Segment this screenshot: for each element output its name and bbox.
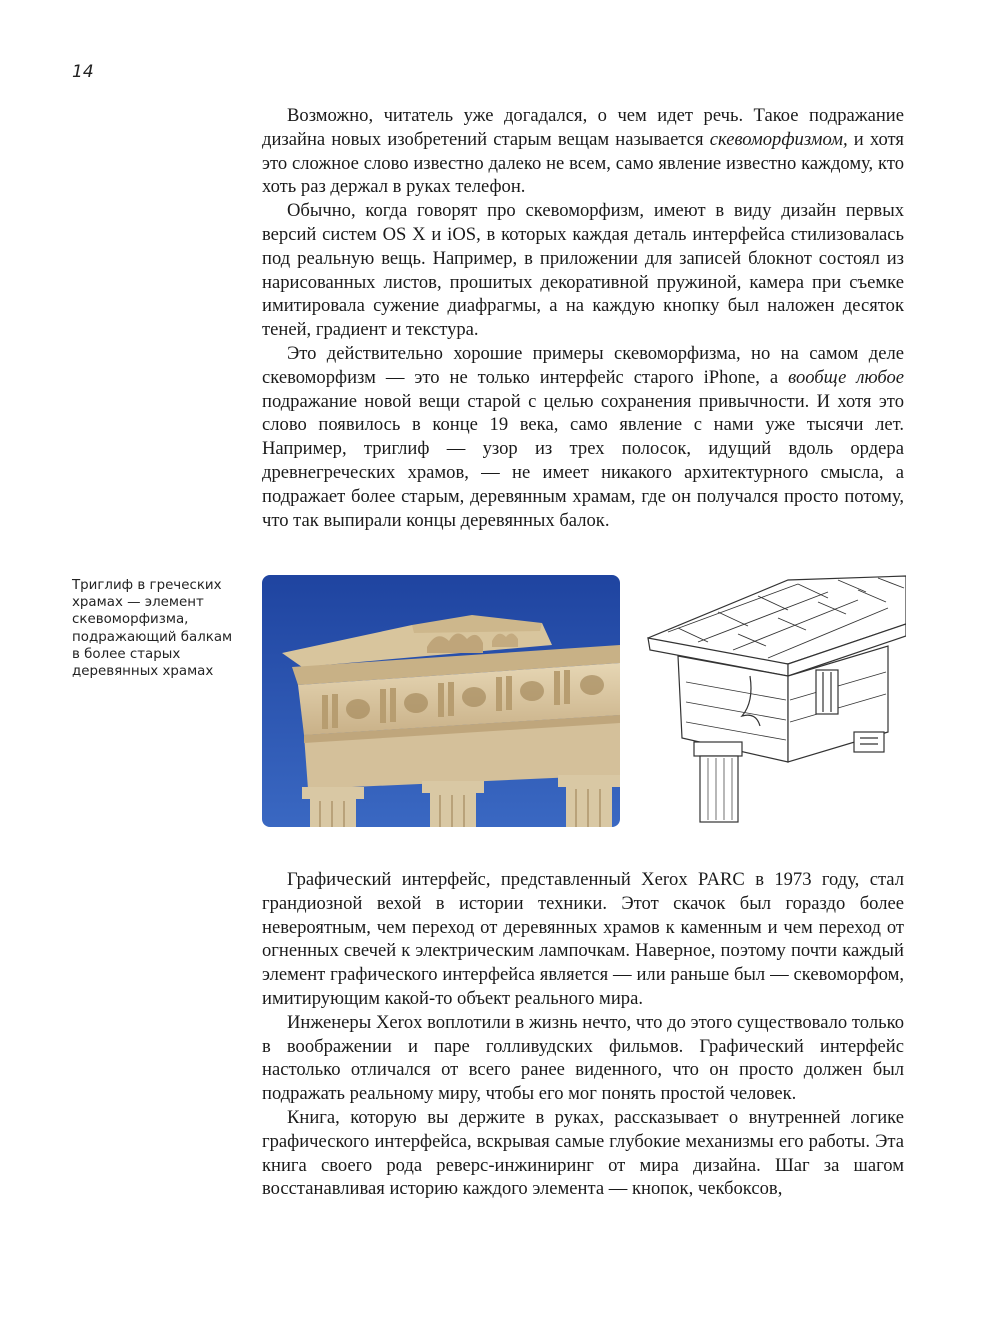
paragraph-text: и хотя это сложное слово известно далеко не всем, само явление известно каждому, кто хоть раз держал в руках телефон. [262,128,904,198]
top-text-block [262,104,904,532]
figure-caption: Триглиф в греческих храмах — элемент скевоморфизма, подражающий балкам в более старых деревянных храмах [72,578,233,680]
paragraph-text: Это действительно хорошие примеры скевоморфизма, но на самом деле скевоморфизм — это не только интерфейс старого iPhone, а [262,342,904,388]
page-number: 14 [72,62,94,82]
parthenon-photo [262,575,620,827]
paragraph [262,342,904,532]
bottom-text-block [262,868,904,1201]
paragraph-text: подражание новой вещи старой с целью сохранения привычности. И хотя это слово появилось в конце 19 века, само явление с нами уже тысячи лет. Например, триглиф — узор из трех полосок, идущий вдоль ордера древнегреческих храмов, — не имеет никакого архитектурного смысла, а подражает более старым, деревянным храмам, где он получался просто потому, что так выпирали концы деревянных балок. [262,390,904,531]
paragraph: Книга, которую вы держите в руках, рассказывает о внутренней логике графического интерфейса, вскрывая самые глубокие механизмы его работы. Эта книга своего рода реверс-инжиниринг от мира дизайна. Шаг за шагом восстанавливая историю каждого элемента — кнопок, чекбоксов, [262,1106,904,1200]
paragraph-text: Возможно, читатель уже догадался, о чем идет речь. Такое подражание дизайна новых изобретений старым вещам называется [262,105,904,150]
paragraph: Обычно, когда говорят про скевоморфизм, имеют в виду дизайн первых версий систем OS X и iOS, в которых каждая деталь интерфейса стилизовалась под реальную вещь. Например, в приложении для записей блокнот состоял из нарисованных листов, прошитых декоративной пружиной, камера при съемке имитировала сужение диафрагмы, а на каждую кнопку был наложен десяток теней, градиент и текстура. [262,200,904,341]
emphasis-term: вообще любое [788,366,904,388]
paragraph: Графический интерфейс, представленный Xerox PARC в 1973 году, стал грандиозной вехой в истории техники. Этот скачок был гораздо более невероятным, чем переход от деревянных храмов к каменным и чем переход от огненных свечей к электрическим лампочкам. Наверное, поэтому почти каждый элемент графического интерфейса является — или раньше был — скевоморфом, имитирующим какой-то объект реального мира. [262,869,904,1009]
paragraph: Инженеры Xerox воплотили в жизнь нечто, что до этого существовало только в воображении и паре голливудских фильмов. Графический интерфейс настолько отличался от всего ранее виденного, что он просто должен был подражать реальному миру, чтобы его мог понять простой человек. [262,1011,904,1105]
wooden-temple-drawing [638,572,906,832]
paragraph [262,104,904,199]
emphasis-term: скевоморфизмом, [709,128,848,150]
